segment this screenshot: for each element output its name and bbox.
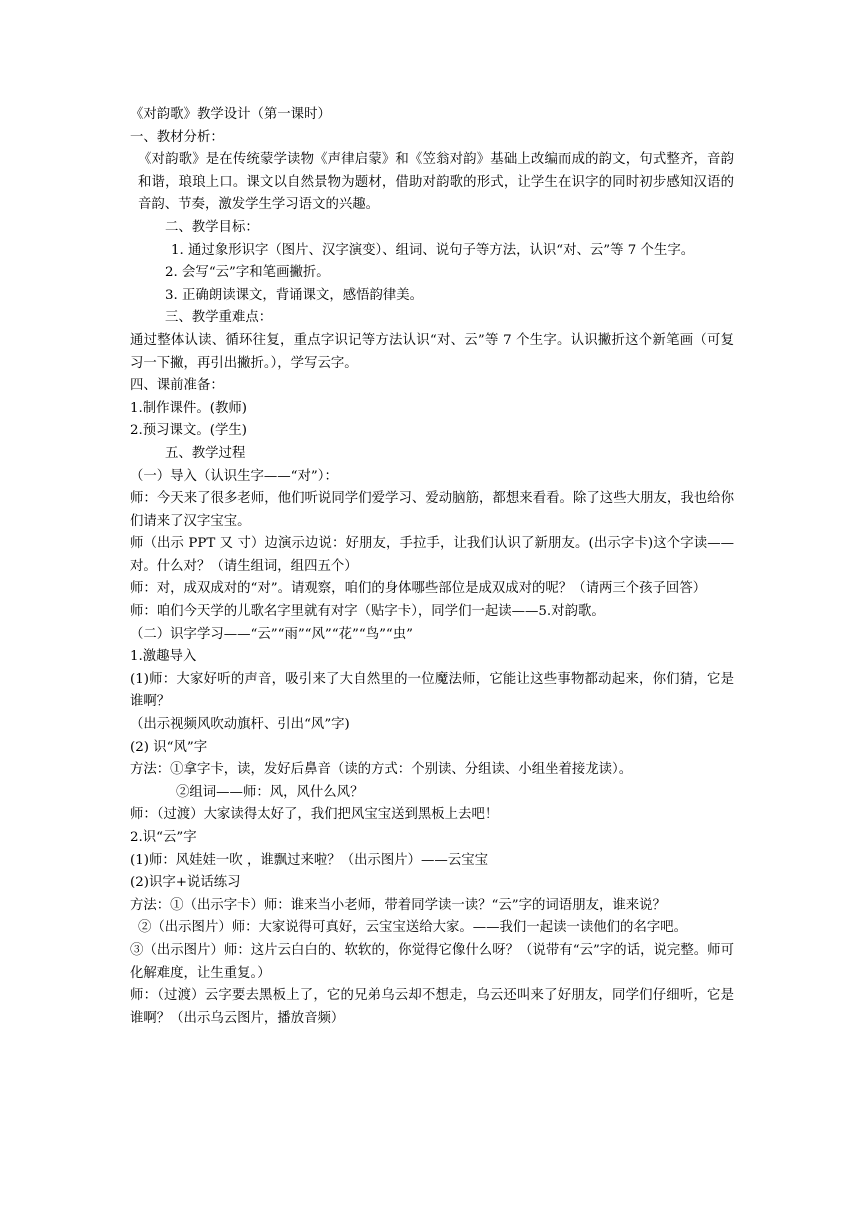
- list-item: 1.激趣导入: [130, 649, 197, 665]
- list-item: 2.识“云”字: [130, 830, 197, 845]
- section-heading: 四、课前准备：: [130, 378, 224, 394]
- paragraph: ②（出示图片）师：大家说得可真好，云宝宝送给大家。——我们一起读一读他们的名字吧。: [138, 920, 688, 936]
- paragraph: 《对韵歌》是在传统蒙学读物《声律启蒙》和《笠翁对韵》基础上改编而成的韵文，句式整齐，音韵和谐，琅琅上口。课文以自然景物为题材，借助对韵歌的形式，让学生在识字的同时初步感知汉语的音韵、节奏，激发学生学习语文的兴趣。: [138, 152, 734, 213]
- paragraph: ②组词——师：风，风什么风？: [176, 784, 364, 800]
- document-title: 《对韵歌》教学设计（第一课时）: [130, 107, 331, 122]
- list-item: 1.制作课件。(教师): [130, 400, 247, 416]
- paragraph: 方法：①（出示字卡）师：谁来当小老师，带着同学读一读？“云”字的词语朋友，谁来说？: [130, 897, 666, 913]
- paragraph: ③（出示图片）师：这片云白白的、软软的，你觉得它像什么呀？（说带有“云”字的话，说完整。师可化解难度，让生重复。）: [130, 942, 734, 981]
- paragraph: 师：今天来了很多老师，他们听说同学们爱学习、爱动脑筋，都想来看看。除了这些大朋友，我也给你们请来了汉字宝宝。: [130, 491, 734, 529]
- document-page: [130, 104, 734, 1030]
- subsection-heading: （一）导入（认识生字——“对”）：: [130, 468, 338, 484]
- list-item: 1. 通过象形识字（图片、汉字演变）、组词、说句子等方法，认识“对、云”等 7 个生字。: [171, 242, 695, 258]
- subsection-heading: （二）识字学习——“云”“雨”“风”“花”“鸟”“虫”: [130, 626, 414, 642]
- paragraph: 师：咱们今天学的儿歌名字里就有对字（贴字卡），同学们一起读——5.对韵歌。: [130, 604, 605, 620]
- section-heading: 五、教学过程: [165, 445, 246, 461]
- paragraph: （出示视频风吹动旗杆、引出“风”字): [130, 717, 350, 733]
- list-item: 2. 会写“云”字和笔画撇折。: [165, 265, 330, 281]
- paragraph: (1)师：大家好听的声音，吸引来了大自然里的一位魔法师，它能让这些事物都动起来，你们猜，它是谁啊？: [130, 671, 734, 710]
- list-item: 2.预习课文。(学生): [130, 423, 247, 439]
- list-item: (2) 识“风”字: [130, 739, 208, 755]
- paragraph: 方法：①拿字卡，读，发好后鼻音（读的方式：个别读、分组读、小组坐着接龙读）。: [130, 762, 633, 778]
- list-item: (2)识字+说话练习: [130, 875, 241, 891]
- list-item: 3. 正确朗读课文，背诵课文，感悟韵律美。: [165, 287, 424, 303]
- paragraph: (1)师：风娃娃一吹 ，谁飘过来啦？（出示图片）——云宝宝: [130, 852, 488, 868]
- section-heading: 二、教学目标：: [165, 219, 259, 235]
- paragraph: 通过整体认读、循环往复，重点字识记等方法认识“对、云”等 7 个生字。认识撇折这个新笔画（可复习一下撇，再引出撇折。），学写云字。: [130, 332, 734, 371]
- paragraph: 师：（过渡）云字要去黑板上了，它的兄弟乌云却不想走，乌云还叫来了好朋友，同学们仔细听，它是谁啊？（出示乌云图片，播放音频）: [130, 988, 734, 1026]
- paragraph: 师：对，成双成对的“对”。请观察，咱们的身体哪些部位是成双成对的呢？（请两三个孩子回答）: [130, 581, 707, 597]
- paragraph: 师：（过渡）大家读得太好了，我们把风宝宝送到黑板上去吧！: [130, 807, 499, 823]
- section-heading: 三、教学重难点：: [165, 310, 273, 326]
- section-heading: 一、教材分析：: [130, 129, 224, 145]
- paragraph: 师（出示 PPT 又 寸）边演示边说：好朋友，手拉手，让我们认识了新朋友。(出示字卡)这个字读——对。什么对？（请生组词，组四五个）: [130, 536, 734, 574]
